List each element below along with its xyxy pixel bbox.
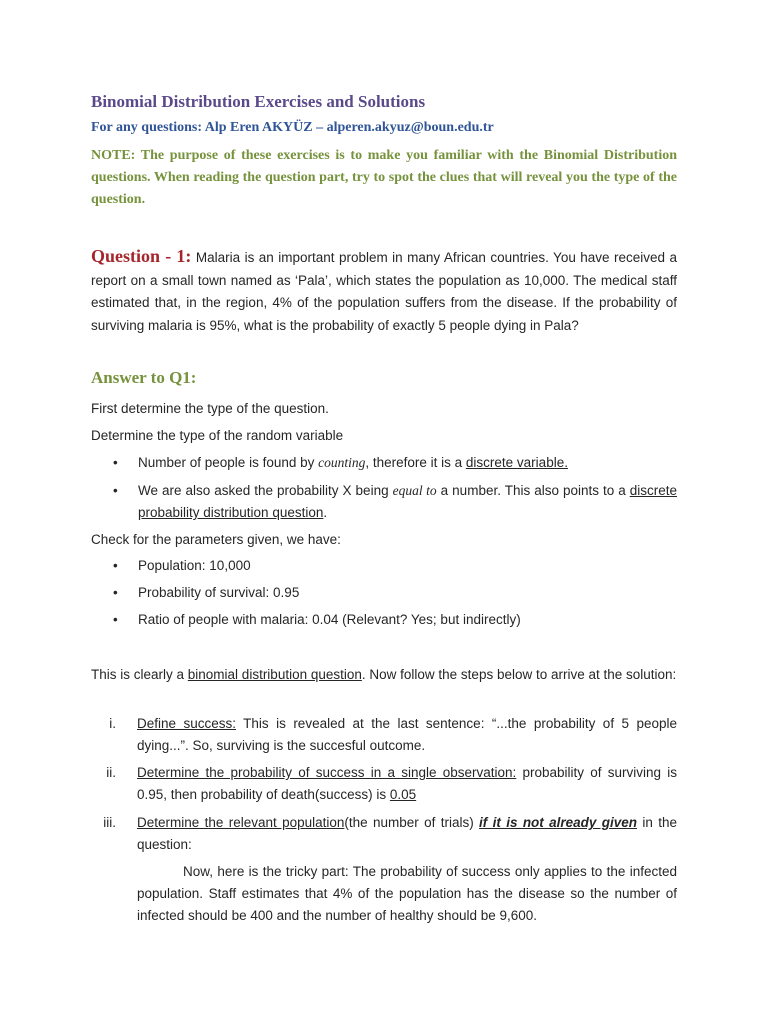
step-item [91,713,677,757]
answer-paragraph-4 [91,664,677,686]
text-run: (the number of trials) [344,815,480,830]
step-text [137,762,677,806]
bullet-icon: • [113,455,118,470]
contact-line: For any questions: Alp Eren AKYÜZ – alperen.akyuz@boun.edu.tr [91,120,494,135]
step-number: ii. [106,765,116,780]
bullet-text [138,452,677,474]
question-1-body: Malaria is an important problem in many African countries. You have received a report on a small town named as ‘Pala’, which states the population as 10,000. The medical staff estimated that, in the region, 4% of the population suffers from the disease. If the probability of surviving malaria is 95%, what is the probability of exactly 5 people dying in Pala? [91,250,677,333]
tricky-text: Now, here is the tricky part: The probability of success only applies to the infected population. Staff estimates that 4% of the population has the disease so the number of infected should be 400 and the number of healthy should be 9,600. [137,864,677,923]
italic-run: counting [318,455,366,470]
bullet-item [113,452,677,474]
text-run: probability of surviving is 0.95, then probability of death(success) is [137,765,677,802]
answer-paragraph-2: Determine the type of the random variable [91,428,344,443]
question-1 [91,245,677,337]
bullet-icon: • [113,585,118,600]
step-number: iii. [103,815,116,830]
answer-paragraph-1: First determine the type of the question. [91,401,329,416]
underlined-run: Define success: [137,716,236,731]
underlined-run: binomial distribution question [187,667,362,682]
answer-1-heading: Answer to Q1: [91,368,197,387]
italic-run: equal to [392,483,437,498]
text-run: a number. This also points to a [436,483,630,498]
underlined-run: 0.05 [389,787,417,802]
step-item [91,812,677,856]
step-item [91,762,677,806]
bullet-icon: • [113,612,118,627]
text-run: . Now follow the steps below to arrive at the solution: [361,667,677,682]
param-item [113,582,677,604]
text-run: , therefore it is a [365,455,466,470]
tricky-paragraph [137,861,677,927]
step-number: i. [109,716,116,731]
note-paragraph: NOTE: The purpose of these exercises is to make you familiar with the Binomial Distribution questions. When reading the question part, try to spot the clues that will reveal you the type of the question. [91,148,677,207]
text-run: Number of people is found by [138,455,319,470]
param-item [113,609,677,631]
text-run: We are also asked the probability X being [138,483,393,498]
underlined-run: Determine the probability of success in a single observation: [137,765,517,780]
answer-paragraph-3: Check for the parameters given, we have: [91,532,341,547]
document-title: Binomial Distribution Exercises and Solutions [91,92,426,111]
text-run: . [323,505,328,520]
text-run: This is revealed at the last sentence: “...the probability of 5 people dying...”. So, surviving is the succesful outcome. [137,716,677,753]
underlined-run: discrete variable. [465,455,568,470]
step-text [137,713,677,757]
question-1-heading: Question - 1: [91,246,192,266]
text-run: This is clearly a [91,667,188,682]
bullet-icon: • [113,558,118,573]
underlined-run: discrete probability distribution question [138,483,677,520]
bold-italic-run: if it is not already given [479,815,638,830]
param-text: Probability of survival: 0.95 [138,585,300,600]
param-item [113,555,677,577]
bullet-icon: • [113,483,118,498]
step-text [137,812,677,856]
bullet-text [138,480,677,524]
param-text: Ratio of people with malaria: 0.04 (Relevant? Yes; but indirectly) [138,612,521,627]
text-run: in the question: [137,815,677,852]
bullet-item [113,480,677,524]
underlined-run: Determine the relevant population [137,815,345,830]
param-text: Population: 10,000 [138,558,251,573]
